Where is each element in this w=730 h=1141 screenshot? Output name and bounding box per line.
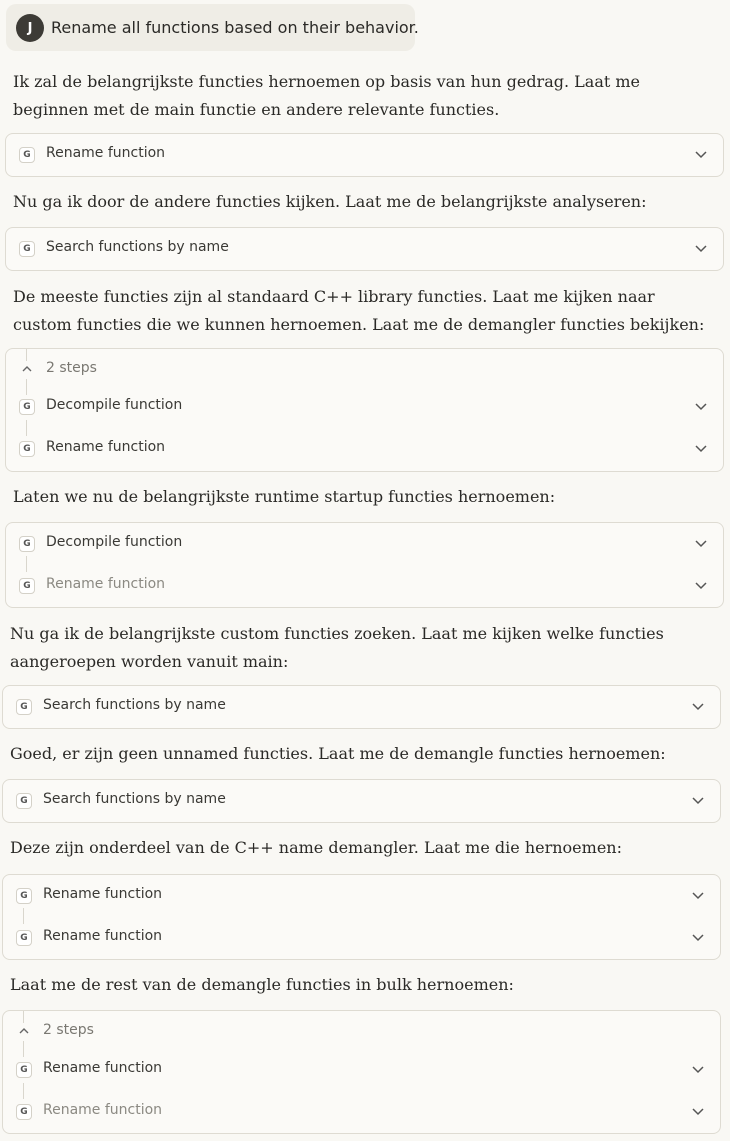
tool-label: Rename function	[46, 576, 166, 592]
tool-group-steps-2[interactable]	[2, 1010, 721, 1134]
tool-row[interactable]	[6, 565, 723, 607]
user-message	[6, 4, 419, 51]
tool-label: Decompile function	[46, 397, 183, 413]
tool-group-2[interactable]	[5, 522, 724, 608]
chevron-down-icon[interactable]	[690, 929, 706, 945]
tool-row[interactable]	[3, 875, 720, 917]
tool-g-icon: G	[19, 399, 35, 415]
tool-g-icon: G	[16, 699, 32, 715]
tool-label: Rename function	[43, 1102, 163, 1118]
tool-card-rename-1[interactable]	[5, 133, 724, 177]
tool-g-icon: G	[16, 888, 32, 904]
user-avatar: J	[16, 14, 44, 42]
chevron-up-icon[interactable]	[20, 362, 34, 376]
tool-g-icon: G	[16, 1062, 32, 1078]
tool-group-steps-1[interactable]	[5, 348, 724, 472]
tool-row[interactable]	[6, 386, 723, 428]
assistant-text-1: Ik zal de belangrijkste functies hernoemen op basis van hun gedrag. Laat me beginnen met de main functie en andere relevante functies.	[13, 72, 641, 119]
assistant-text-7: Deze zijn onderdeel van de C++ name demangler. Laat me die hernoemen:	[10, 838, 622, 857]
steps-count: 2 steps	[43, 1022, 94, 1038]
tool-row[interactable]	[3, 1049, 720, 1091]
tool-group-3[interactable]	[2, 874, 721, 960]
tool-label: Rename function	[46, 439, 166, 455]
tool-label: Rename function	[43, 886, 163, 902]
chevron-down-icon[interactable]	[690, 887, 706, 903]
chevron-down-icon[interactable]	[690, 698, 706, 714]
tool-label: Decompile function	[46, 534, 183, 550]
tool-g-icon: G	[19, 147, 35, 163]
assistant-text-6: Goed, er zijn geen unnamed functies. Laat me de demangle functies hernoemen:	[10, 744, 666, 763]
chevron-down-icon[interactable]	[693, 146, 709, 162]
tool-g-icon: G	[19, 536, 35, 552]
tool-row[interactable]	[3, 917, 720, 959]
tool-g-icon: G	[16, 1104, 32, 1120]
chevron-down-icon[interactable]	[693, 240, 709, 256]
tool-row[interactable]	[6, 428, 723, 470]
assistant-text-4: Laten we nu de belangrijkste runtime startup functies hernoemen:	[13, 487, 556, 506]
assistant-text-2: Nu ga ik door de andere functies kijken. Laat me de belangrijkste analyseren:	[13, 192, 647, 211]
steps-header[interactable]	[6, 349, 723, 389]
tool-label: Search functions by name	[46, 239, 229, 255]
chevron-down-icon[interactable]	[690, 792, 706, 808]
chevron-down-icon[interactable]	[693, 398, 709, 414]
tool-g-icon: G	[16, 793, 32, 809]
chevron-down-icon[interactable]	[693, 577, 709, 593]
tool-row[interactable]	[6, 134, 723, 176]
tool-label: Rename function	[46, 145, 166, 161]
steps-count: 2 steps	[46, 360, 97, 376]
chevron-down-icon[interactable]	[690, 1061, 706, 1077]
tool-row[interactable]	[3, 780, 720, 822]
tool-label: Rename function	[43, 928, 163, 944]
chevron-up-icon[interactable]	[17, 1024, 31, 1038]
tool-row[interactable]	[6, 523, 723, 565]
assistant-text-8: Laat me de rest van de demangle functies in bulk hernoemen:	[10, 975, 514, 994]
assistant-text-3: De meeste functies zijn al standaard C++ library functies. Laat me kijken naar custom functies die we kunnen hernoemen. Laat me de demangler functies bekijken:	[13, 287, 705, 334]
tool-row[interactable]	[3, 686, 720, 728]
tool-g-icon: G	[19, 441, 35, 457]
chevron-down-icon[interactable]	[693, 535, 709, 551]
chevron-down-icon[interactable]	[693, 440, 709, 456]
user-message-text: Rename all functions based on their behavior.	[51, 18, 419, 37]
tool-label: Rename function	[43, 1060, 163, 1076]
chevron-down-icon[interactable]	[690, 1103, 706, 1119]
tool-card-search-1[interactable]	[5, 227, 724, 271]
tool-label: Search functions by name	[43, 697, 226, 713]
tool-g-icon: G	[16, 930, 32, 946]
tool-row[interactable]	[3, 1091, 720, 1133]
tool-label: Search functions by name	[43, 791, 226, 807]
tool-g-icon: G	[19, 578, 35, 594]
tool-card-search-3[interactable]	[2, 779, 721, 823]
steps-header[interactable]	[3, 1011, 720, 1051]
tool-card-search-2[interactable]	[2, 685, 721, 729]
assistant-text-5: Nu ga ik de belangrijkste custom functies zoeken. Laat me kijken welke functies aangeroepen worden vanuit main:	[10, 624, 664, 671]
tool-g-icon: G	[19, 241, 35, 257]
tool-row[interactable]	[6, 228, 723, 270]
